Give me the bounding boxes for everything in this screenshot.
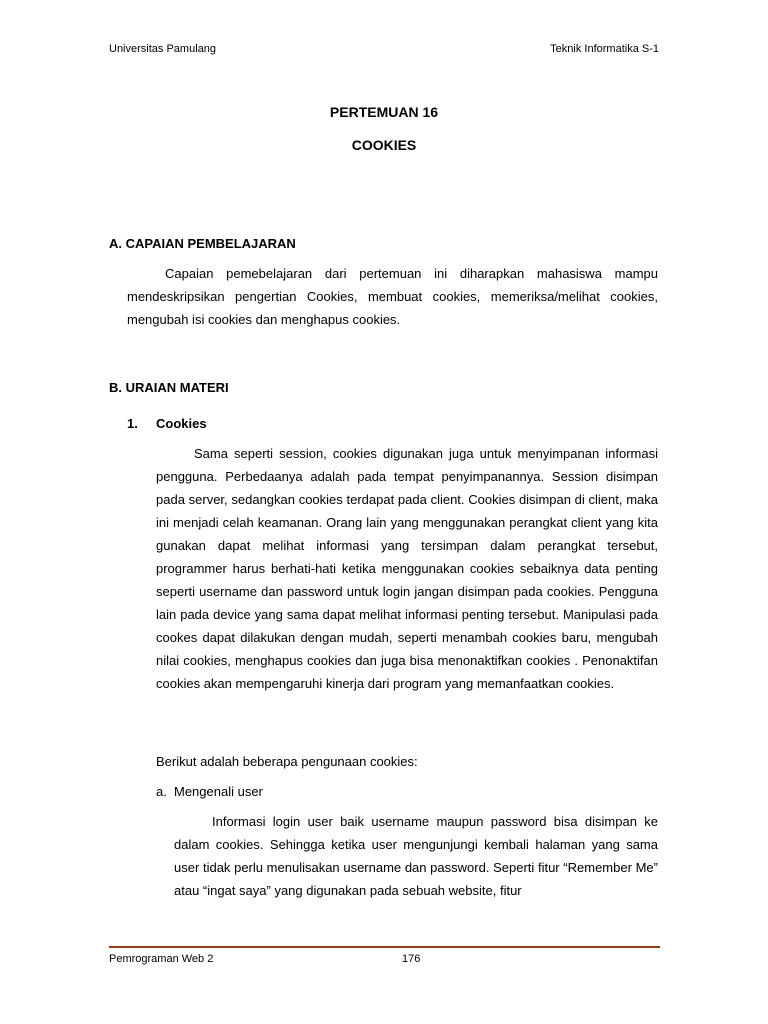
header-program: Teknik Informatika S-1 xyxy=(550,43,659,55)
topic-title: COOKIES xyxy=(351,137,417,153)
footer-course: Pemrograman Web 2 xyxy=(109,953,214,965)
section-a-paragraph: Capaian pemebelajaran dari pertemuan ini diharapkan mahasiswa mampu mendeskripsikan pengertian Cookies, membuat cookies, memeriksa/melihat cookies, mengubah isi cookies dan menghapus cookies. xyxy=(127,266,658,327)
uses-intro: Berikut adalah beberapa pengunaan cookies: xyxy=(156,754,418,769)
list-item-paragraph: Informasi login user baik username maupun password bisa disimpan ke dalam cookies. Sehingga ketika user mengunjungi kembali halaman yang sama user tidak perlu menulisakan username dan password. Seperti fitur “Remember Me” atau “ingat saya” yang digunakan pada sebuah website, fitur xyxy=(174,814,658,898)
subsection-number: 1. xyxy=(127,416,138,431)
page-number: 176 xyxy=(402,953,421,965)
section-b-heading: B. URAIAN MATERI xyxy=(109,380,229,395)
list-item-title: Mengenali user xyxy=(174,784,263,799)
subsection-title: Cookies xyxy=(156,416,207,431)
section-a-heading: A. CAPAIAN PEMBELAJARAN xyxy=(109,236,296,251)
cookies-paragraph: Sama seperti session, cookies digunakan juga untuk menyimpanan informasi pengguna. Perbedaanya adalah pada tempat penyimpanannya. Session disimpan pada server, sedangkan cookies terdapat pada client. Cookies disimpan di client, maka ini menjadi celah keamanan. Orang lain yang menggunakan perangkat client yang kita gunakan dapat melihat informasi yang tersimpan dalam perangkat tersebut, programmer harus berhati-hati ketika menggunakan cookies sebaiknya data penting seperti username dan password untuk login jangan disimpan pada cookies. Pengguna lain pada device yang sama dapat melihat informasi penting tersebut. Manipulasi pada cookes dapat dilakukan dengan mudah, seperti menambah cookies baru, mengubah nilai cookies, menghapus cookies dan juga bisa menonaktifkan cookies . Penonaktifan cookies akan mempengaruhi kinerja dari program yang memanfaatkan cookies. xyxy=(156,446,658,691)
list-item-label: a. xyxy=(156,784,167,799)
header-university: Universitas Pamulang xyxy=(109,43,216,55)
footer-rule xyxy=(109,946,660,948)
meeting-title: PERTEMUAN 16 xyxy=(329,104,439,120)
